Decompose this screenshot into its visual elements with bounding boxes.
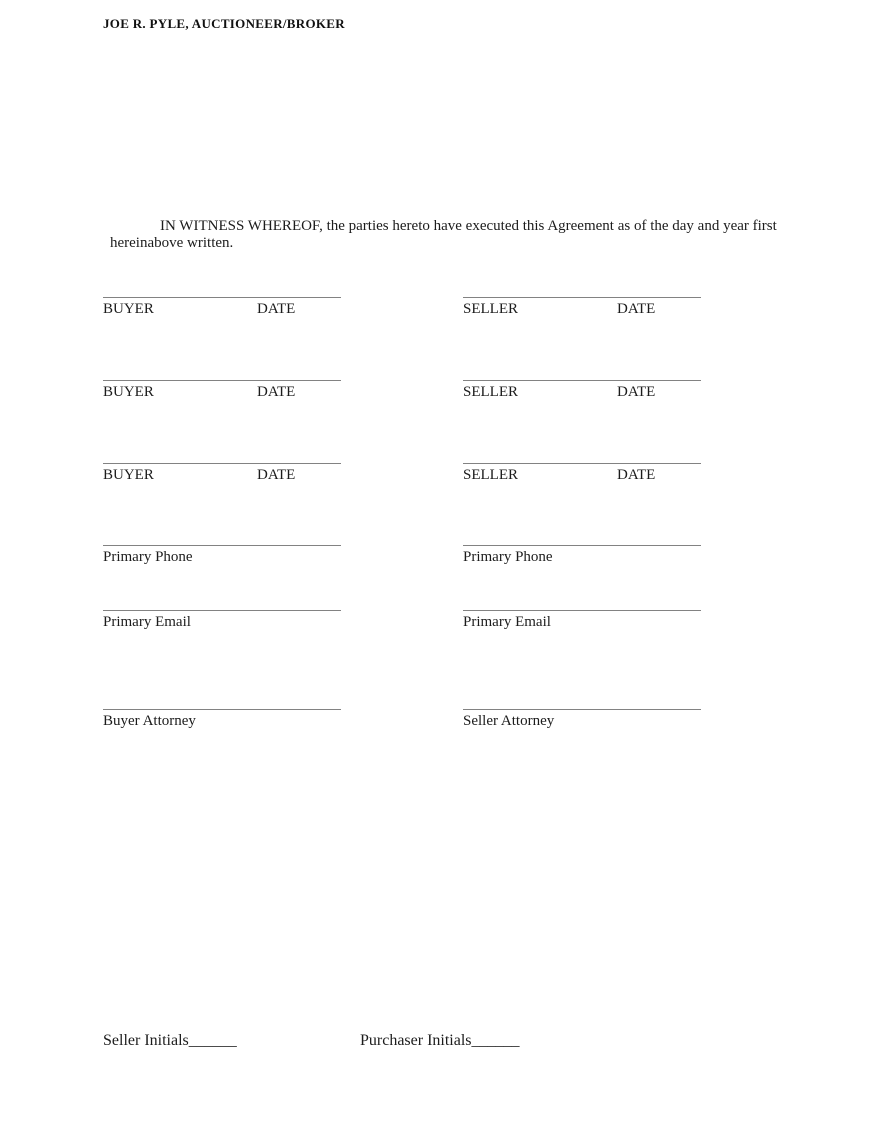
- buyer-signature-line-1: [103, 297, 341, 298]
- seller-signature-line-3: [463, 463, 701, 464]
- purchaser-initials-blank: ______: [471, 1032, 520, 1049]
- seller-date-label-1: DATE: [617, 301, 656, 317]
- buyer-attorney-field: [103, 709, 341, 730]
- buyer-email-field: [103, 610, 341, 631]
- buyer-signature-line-2: [103, 380, 341, 381]
- buyer-signature-field-1: [103, 297, 341, 318]
- buyer-signature-line-3: [103, 463, 341, 464]
- seller-attorney-label: Seller Attorney: [463, 713, 555, 729]
- buyer-date-label-1: DATE: [257, 301, 296, 317]
- buyer-phone-line: [103, 545, 341, 546]
- seller-initials: [103, 1031, 237, 1050]
- buyer-signature-field-2: [103, 380, 341, 401]
- buyer-date-label-2: DATE: [257, 384, 296, 400]
- seller-date-label-2: DATE: [617, 384, 656, 400]
- seller-phone-label: Primary Phone: [463, 549, 553, 565]
- seller-attorney-field: [463, 709, 701, 730]
- seller-initials-label: Seller Initials: [103, 1032, 189, 1049]
- seller-label-2: SELLER: [463, 384, 518, 400]
- seller-phone-field: [463, 545, 701, 566]
- buyer-attorney-label: Buyer Attorney: [103, 713, 196, 729]
- seller-signature-line-1: [463, 297, 701, 298]
- seller-initials-blank: ______: [188, 1032, 237, 1049]
- buyer-label-1: BUYER: [103, 301, 154, 317]
- seller-email-field: [463, 610, 701, 631]
- seller-signature-field-3: [463, 463, 701, 484]
- seller-email-line: [463, 610, 701, 611]
- witness-clause: IN WITNESS WHEREOF, the parties hereto have executed this Agreement as of the day and year first hereinabove written.: [110, 218, 777, 251]
- buyer-phone-label: Primary Phone: [103, 549, 193, 565]
- seller-signature-field-2: [463, 380, 701, 401]
- purchaser-initials-label: Purchaser Initials: [360, 1032, 472, 1049]
- buyer-email-label: Primary Email: [103, 614, 191, 630]
- seller-label-1: SELLER: [463, 301, 518, 317]
- buyer-label-3: BUYER: [103, 467, 154, 483]
- seller-phone-line: [463, 545, 701, 546]
- seller-label-3: SELLER: [463, 467, 518, 483]
- purchaser-initials: [360, 1031, 520, 1050]
- seller-email-label: Primary Email: [463, 614, 551, 630]
- document-header: JOE R. PYLE, AUCTIONEER/BROKER: [103, 16, 345, 31]
- buyer-attorney-line: [103, 709, 341, 710]
- seller-signature-field-1: [463, 297, 701, 318]
- buyer-phone-field: [103, 545, 341, 566]
- seller-signature-line-2: [463, 380, 701, 381]
- buyer-date-label-3: DATE: [257, 467, 296, 483]
- buyer-label-2: BUYER: [103, 384, 154, 400]
- seller-date-label-3: DATE: [617, 467, 656, 483]
- buyer-email-line: [103, 610, 341, 611]
- seller-attorney-line: [463, 709, 701, 710]
- buyer-signature-field-3: [103, 463, 341, 484]
